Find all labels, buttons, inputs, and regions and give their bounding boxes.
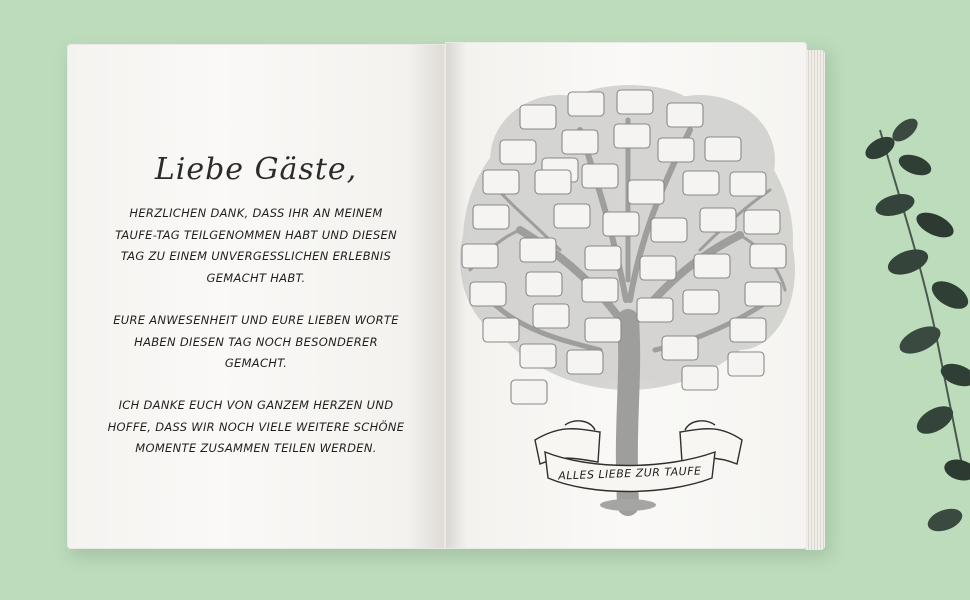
tree-base	[600, 499, 656, 511]
name-frame	[750, 244, 786, 268]
name-frame	[637, 298, 673, 322]
leaf-icon	[896, 151, 934, 180]
name-frame	[745, 282, 781, 306]
name-frame	[617, 90, 653, 114]
leaf-icon	[942, 456, 970, 484]
name-frame	[554, 204, 590, 228]
leaf-icon	[925, 504, 966, 535]
name-frame	[700, 208, 736, 232]
name-frame	[562, 130, 598, 154]
name-frame	[640, 256, 676, 280]
name-frame	[533, 304, 569, 328]
name-frame	[585, 246, 621, 270]
name-frame	[658, 138, 694, 162]
leaf-icon	[895, 321, 944, 360]
name-frame	[682, 366, 718, 390]
name-frame	[730, 172, 766, 196]
name-frame	[662, 336, 698, 360]
leaf-icon	[873, 190, 917, 220]
name-frame	[567, 350, 603, 374]
leaf-icon	[927, 275, 970, 314]
name-frame	[603, 212, 639, 236]
closing-paragraph: ICH DANKE EUCH VON GANZEM HERZEN UND HOFFE, DASS WIR NOCH VIELE WEITERE SCHÖNE MOMENTE ZUSAMMEN TEILEN WERDEN.	[107, 398, 405, 455]
name-frame	[483, 318, 519, 342]
name-frame	[683, 290, 719, 314]
leaf-icon	[885, 244, 932, 279]
name-frame	[585, 318, 621, 342]
name-frame	[683, 171, 719, 195]
name-frame	[520, 344, 556, 368]
ribbon-text: ALLES LIEBE ZUR TAUFE	[558, 464, 702, 483]
name-frame	[462, 244, 498, 268]
name-frame	[535, 170, 571, 194]
name-frame	[730, 318, 766, 342]
name-frame	[511, 380, 547, 404]
name-frame	[526, 272, 562, 296]
greeting-heading: Liebe Gäste,	[154, 152, 358, 187]
name-frame	[651, 218, 687, 242]
name-frame	[667, 103, 703, 127]
leaf-icon	[913, 207, 958, 242]
name-frame	[483, 170, 519, 194]
name-frame	[705, 137, 741, 161]
presence-paragraph: EURE ANWESENHEIT UND EURE LIEBEN WORTE HABEN DIESEN TAG NOCH BESONDERER GEMACHT.	[113, 313, 399, 370]
name-frame	[582, 164, 618, 188]
name-frame	[520, 238, 556, 262]
eucalyptus-branch	[862, 114, 970, 535]
name-frame	[473, 205, 509, 229]
name-frame	[694, 254, 730, 278]
name-frame	[582, 278, 618, 302]
name-frame	[500, 140, 536, 164]
name-frame	[568, 92, 604, 116]
name-frame	[744, 210, 780, 234]
name-frame	[470, 282, 506, 306]
name-frame	[520, 105, 556, 129]
name-frame	[628, 180, 664, 204]
thanks-paragraph: HERZLICHEN DANK, DASS IHR AN MEINEM TAUFE-TAG TEILGENOMMEN HABT UND DIESEN TAG ZU EINEM UNVERGESSLICHEN ERLEBNIS GEMACHT HABT.	[115, 206, 397, 285]
name-frame	[614, 124, 650, 148]
name-frame	[728, 352, 764, 376]
